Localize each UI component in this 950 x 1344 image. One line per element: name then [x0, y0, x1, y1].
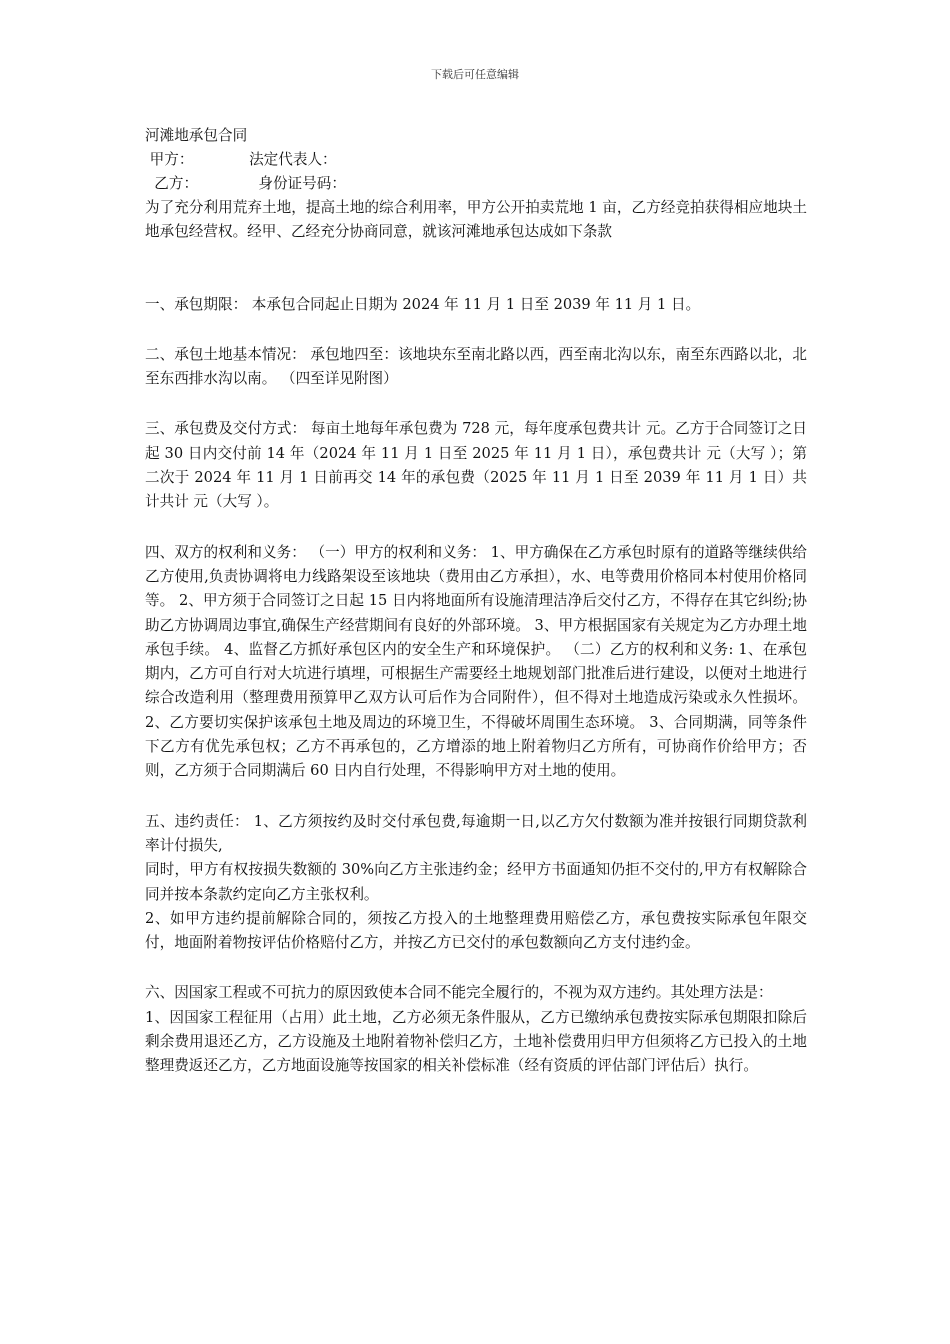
section-rights-obligations: 四、双方的权利和义务： （一）甲方的权利和义务： 1、甲方确保在乙方承包时原有的道路等继续供给乙方使用,负责协调将电力线路架设至该地块（费用由乙方承担），水、电等费用价格同本村使用价格同等。 2、甲方须于合同签订之日起 15 日内将地面所有设施清理洁净后交付乙方，不得存在其它纠纷;协助乙方协调周边事宜,确保生产经营期间有良好的外部环境。 3、甲方根据国家有关规定为乙方办理土地承包手续。 4、监督乙方抓好承包区内的安全生产和环境保护。 （二）乙方的权利和义务: 1、在承包期内，乙方可自行对大坑进行填埋，可根据生产需要经土地规划部门批准后进行建设，以便对土地进行综合改造利用（整理费用预算甲乙双方认可后作为合同附件），但不得对土地造成污染或永久性损坏。 2、乙方要切实保护该承包土地及周边的环境卫生，不得破坏周围生态环境。 3、合同期满，同等条件下乙方有优先承包权；乙方不再承包的，乙方增添的地上附着物归乙方所有，可协商作价给甲方；否则，乙方须于合同期满后 60 日内自行处理，不得影响甲方对土地的使用。	[145, 543, 807, 780]
section-breach-para3: 2、如甲方违约提前解除合同的，须按乙方投入的土地整理费用赔偿乙方，承包费按实际承包年限交付，地面附着物按评估价格赔付乙方，并按乙方已交付的承包数额向乙方支付违约金。	[145, 909, 807, 952]
section-fees: 三、承包费及交付方式： 每亩土地每年承包费为 728 元，每年度承包费共计 元。乙方于合同签订之日起 30 日内交付前 14 年（2024 年 11 月 1 日至 2025 年 11 月 1 日），承包费共计 元（大写 ）；第二次于 2024 年 11 月 1 日前再交 14 年的承包费（2025 年 11 月 1 日至 2039 年 11 月 1 日）共计共计 元（大写 ）。	[145, 420, 807, 511]
page-header-note: 下载后可任意编辑	[431, 68, 519, 81]
section-force-majeure-para2: 1、因国家工程征用（占用）此土地，乙方必须无条件服从，乙方已缴纳承包费按实际承包期限扣除后剩余费用退还乙方，乙方设施及土地附着物补偿归乙方，土地补偿费用归甲方但须将乙方已投入的土地整理费返还乙方，乙方地面设施等按国家的相关补偿标准（经有资质的评估部门评估后）执行。	[145, 1008, 807, 1075]
intro-paragraph: 为了充分利用荒弃土地，提高土地的综合利用率，甲方公开拍卖荒地 1 亩，乙方经竞拍获得相应地块土地承包经营权。经甲、乙经充分协商同意，就该河滩地承包达成如下条款	[145, 199, 807, 241]
party-a-line: 甲方： 法定代表人：	[145, 151, 337, 168]
document-title: 河滩地承包合同	[145, 127, 248, 144]
contract-document	[145, 124, 807, 1079]
section-term: 一、承包期限： 本承包合同起止日期为 2024 年 11 月 1 日至 2039 年 11 月 1 日。	[145, 295, 701, 313]
party-b-line: 乙方： 身份证号码：	[145, 175, 346, 192]
section-breach: 五、违约责任： 1、乙方须按约及时交付承包费,每逾期一日,以乙方欠付数额为准并按银行同期贷款利率计付损失,	[145, 812, 807, 854]
section-force-majeure: 六、因国家工程或不可抗力的原因致使本合同不能完全履行的，不视为双方违约。其处理方法是：	[145, 984, 773, 1002]
section-breach-para2: 同时，甲方有权按损失数额的 30%向乙方主张违约金；经甲方书面通知仍拒不交付的,甲方有权解除合同并按本条款约定向乙方主张权利。	[145, 861, 807, 903]
section-land-info: 二、承包土地基本情况： 承包地四至：该地块东至南北路以西，西至南北沟以东，南至东西路以北，北至东西排水沟以南。 （四至详见附图）	[145, 345, 807, 388]
